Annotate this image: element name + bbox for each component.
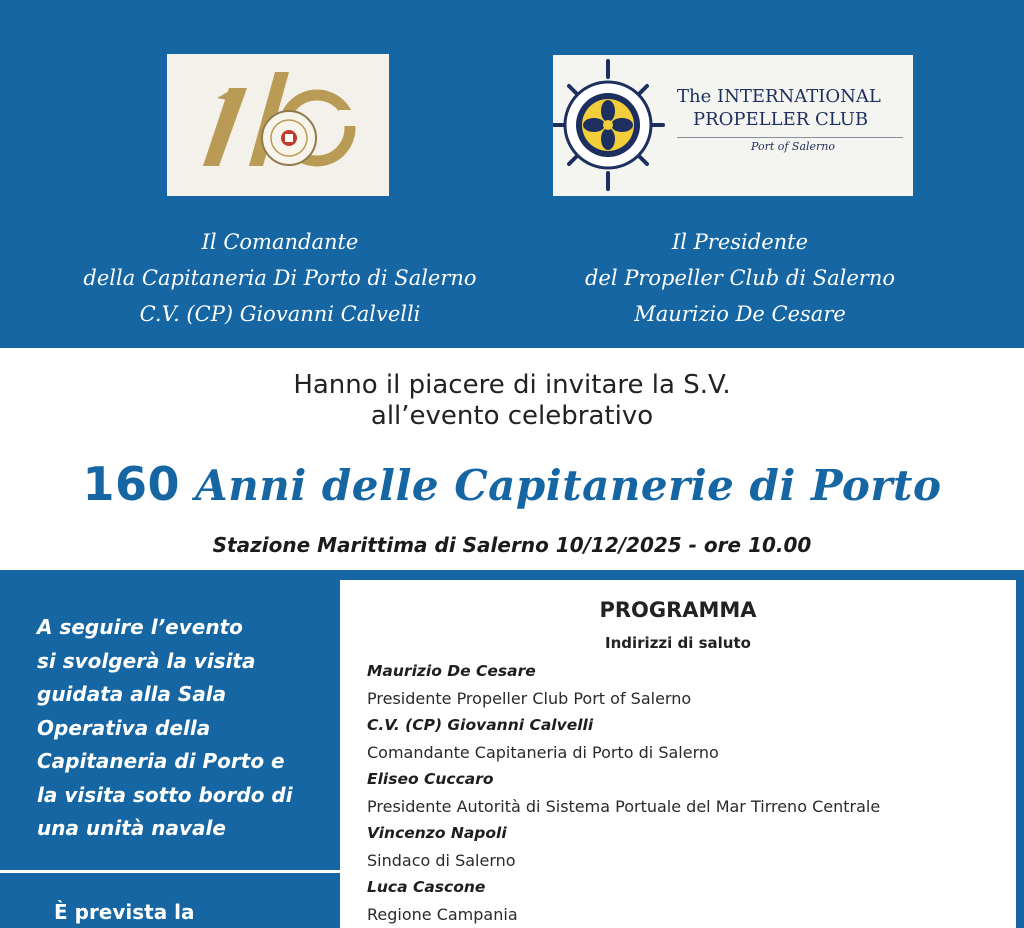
signatory-right-line1: Il Presidente — [671, 230, 809, 254]
signatory-left-line2: della Capitaneria Di Porto di Salerno — [83, 266, 477, 290]
signatory-left-line3: C.V. (CP) Giovanni Calvelli — [139, 302, 421, 326]
propeller-club-logo — [553, 55, 913, 196]
invitation-line1: Hanno il piacere di invitare la S.V. — [293, 370, 731, 400]
speaker-role: Presidente Propeller Club Port of Salerno — [367, 689, 692, 708]
side-note-line: si svolgerà la visita — [37, 648, 256, 673]
speaker-name: Vincenzo Napoli — [367, 824, 507, 842]
speaker-item — [367, 658, 1007, 712]
speaker-role: Presidente Autorità di Sistema Portuale del Mar Tirreno Centrale — [367, 797, 881, 816]
speaker-item — [367, 820, 1007, 874]
side-note-line: Operativa della — [37, 715, 211, 740]
event-headline — [0, 452, 1024, 518]
speaker-role: Comandante Capitaneria di Porto di Salerno — [367, 743, 719, 762]
side-note-line: Capitaneria di Porto e — [37, 749, 285, 773]
invitation-line2: all’evento celebrativo — [370, 401, 654, 431]
side-note-line: A seguire l’evento — [37, 615, 243, 639]
signatory-right-line2: del Propeller Club di Salerno — [584, 266, 896, 290]
speaker-name: Luca Cascone — [367, 878, 486, 896]
wordmark-line2: PROPELLER CLUB — [693, 109, 869, 130]
capitanerie-160-logo — [167, 54, 389, 196]
president-signatory — [500, 224, 980, 332]
anniversary-160-icon — [167, 54, 389, 196]
signatory-right-line3: Maurizio De Cesare — [634, 302, 846, 326]
speaker-name: Maurizio De Cesare — [367, 662, 536, 680]
speaker-name: C.V. (CP) Giovanni Calvelli — [367, 716, 594, 734]
program-subtitle: Indirizzi di saluto — [605, 634, 751, 652]
propeller-club-wordmark — [677, 85, 909, 153]
speaker-role: Regione Campania — [367, 905, 518, 924]
speaker-item — [367, 766, 1007, 820]
side-note-2: È prevista la — [54, 900, 195, 924]
side-note — [37, 611, 337, 846]
event-venue-datetime: Stazione Marittima di Salerno 10/12/2025 - ore 10.00 — [212, 533, 812, 557]
wordmark-line1: The INTERNATIONAL — [677, 86, 881, 107]
headline-text: Anni delle Capitanerie di Porto — [195, 461, 942, 510]
speaker-list — [367, 658, 1007, 928]
program-title: PROGRAMMA — [599, 598, 757, 622]
invitation-text — [0, 370, 1024, 432]
side-divider — [0, 870, 340, 873]
side-note-line: una unità navale — [37, 816, 226, 840]
headline-number: 160 — [82, 457, 181, 511]
wordmark-rule — [677, 137, 903, 138]
speaker-role: Sindaco di Salerno — [367, 851, 516, 870]
speaker-name: Eliseo Cuccaro — [367, 770, 494, 788]
speaker-item — [367, 712, 1007, 766]
side-note-line: guidata alla Sala — [37, 682, 227, 706]
wordmark-line3: Port of Salerno — [750, 140, 836, 153]
side-note-line: la visita sotto bordo di — [37, 782, 293, 807]
signatory-left-line1: Il Comandante — [201, 230, 359, 254]
commander-signatory — [40, 224, 520, 332]
speaker-item — [367, 874, 1007, 928]
